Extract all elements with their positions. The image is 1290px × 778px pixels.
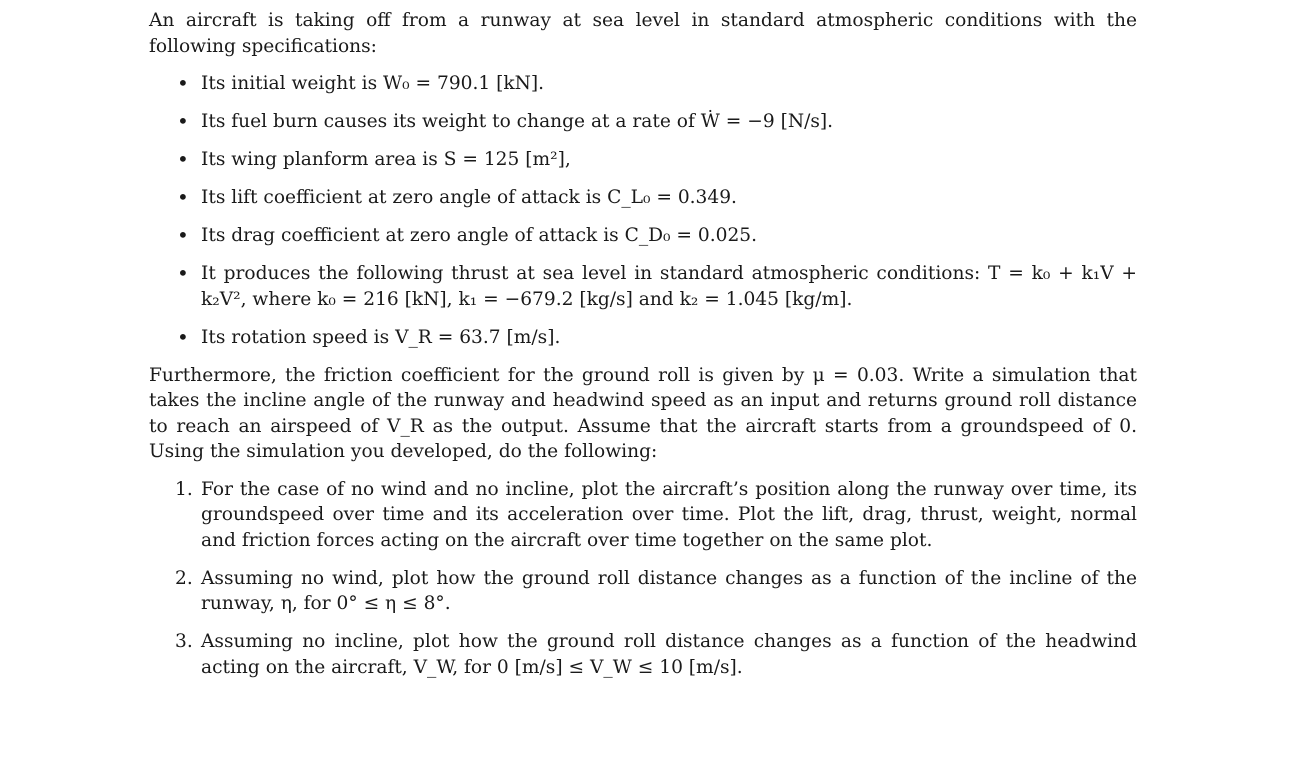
spec-fuel-burn-rate: • Its fuel burn causes its weight to change at a rate of Ẇ = −9 [N/s]. xyxy=(149,109,1137,135)
problem-document xyxy=(149,8,1137,693)
spec-initial-weight: • Its initial weight is W₀ = 790.1 [kN]. xyxy=(149,71,1137,97)
tasks-list xyxy=(149,477,1137,681)
spec-wing-area: • Its wing planform area is S = 125 [m²], xyxy=(149,147,1137,173)
task-item xyxy=(149,477,1137,554)
task-number: 1. xyxy=(175,478,193,500)
task-text: Assuming no wind, plot how the ground roll distance changes as a function of the incline of the runway, η, for 0° ≤ η ≤ 8°. xyxy=(201,567,1137,614)
task-item xyxy=(149,566,1137,617)
spec-thrust-model: • It produces the following thrust at sea level in standard atmospheric conditions: T = k₀ + k₁V + k₂V², where k₀ = 216 [kN], k₁ = −679.2 [kg/s] and k₂ = 1.045 [kg/m]. xyxy=(149,261,1137,312)
specifications-list xyxy=(149,71,1137,350)
spec-drag-coefficient: • Its drag coefficient at zero angle of attack is C_D₀ = 0.025. xyxy=(149,223,1137,249)
spec-rotation-speed: • Its rotation speed is V_R = 63.7 [m/s]. xyxy=(149,325,1137,351)
intro-paragraph: An aircraft is taking off from a runway at sea level in standard atmospheric conditions with the following specifications: xyxy=(149,10,1137,57)
task-item xyxy=(149,629,1137,680)
task-text: For the case of no wind and no incline, plot the aircraft’s position along the runway over time, its groundspeed over time and its acceleration over time. Plot the lift, drag, thrust, weight, normal and friction forces acting on the aircraft over time together on the same plot. xyxy=(201,478,1137,551)
task-description-paragraph: Furthermore, the friction coefficient for the ground roll is given by μ = 0.03. Write a simulation that takes the incline angle of the runway and headwind speed as an input and returns ground roll distance to reach an airspeed of V_R as the output. Assume that the aircraft starts from a groundspeed of 0. Using the simulation you developed, do the following: xyxy=(149,364,1137,462)
task-number: 2. xyxy=(175,567,193,589)
task-text: Assuming no incline, plot how the ground roll distance changes as a function of the headwind acting on the aircraft, V_W, for 0 [m/s] ≤ V_W ≤ 10 [m/s]. xyxy=(201,631,1137,678)
task-number: 3. xyxy=(175,631,193,652)
spec-lift-coefficient: • Its lift coefficient at zero angle of attack is C_L₀ = 0.349. xyxy=(149,185,1137,211)
